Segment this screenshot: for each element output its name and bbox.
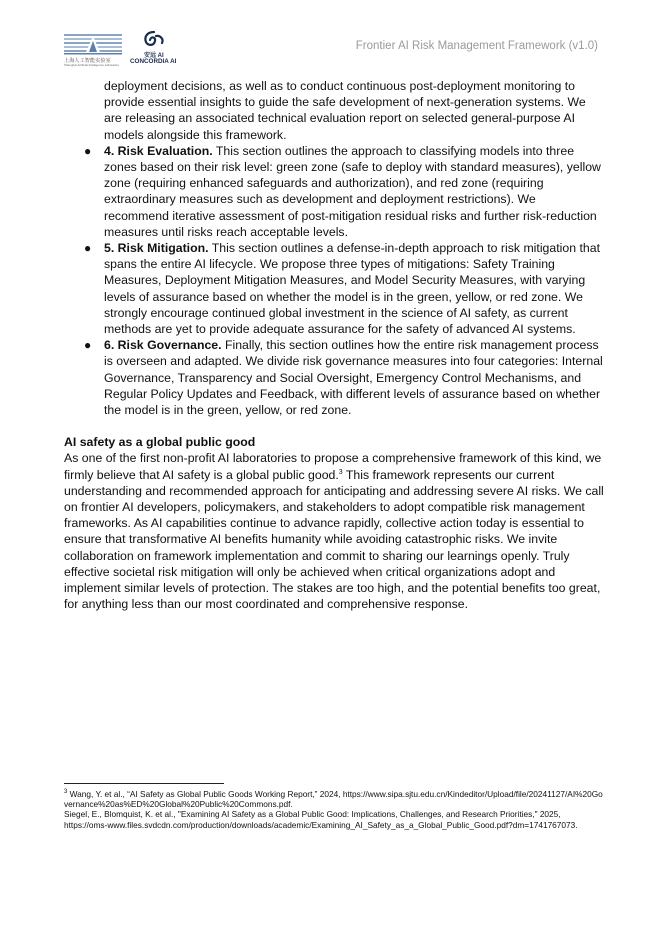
main-content — [64, 78, 604, 613]
item-title: 4. Risk Evaluation. — [104, 143, 213, 158]
bullet-icon: ● — [84, 338, 92, 353]
list-item-risk-mitigation — [64, 240, 604, 337]
footnote-3-line-1 — [64, 789, 604, 809]
footnote-3-line-3[interactable]: https://oms-www.files.svdcdn.com/production/downloads/academic/Examining_AI_Safety_as_a_Global_Public_Good.pdf?dm=1741767073. — [64, 819, 578, 830]
shanghai-ai-lab-logo-icon — [64, 32, 122, 56]
item-text: This section outlines the approach to classifying models into three zones based on their risk level: green zone (safe to deploy with standard measures), yellow zone (requiring enhanced safeguards and authorization), and red zone (requiring extraordinary measures such as development and deployment restrictions). We recommend iterative assessment of post-mitigation residual risks and further risk-reduction measures until risks reach acceptable levels. — [104, 143, 601, 239]
footnote-citation-1[interactable]: Wang, Y. et al., “AI Safety as Global Public Goods Working Report,” 2024, https://www.sipa.sjtu.edu.cn/Kindeditor/Upload/file/20241127/AI%20Governance%20as%ED%20Global%20Public%20Commons.pdf. — [64, 789, 603, 810]
concordia-logo-cn-text: 安远 AI — [144, 53, 164, 59]
concordia-logo-en-text: CONCORDIA AI — [130, 58, 177, 65]
section-heading: AI safety as a global public good — [64, 435, 256, 450]
paragraph-text-end: This framework represents our current understanding and recommended approach for anticipating and addressing severe AI risks. We call on frontier AI developers, policymakers, and stakeholders to adopt compatible risk management frameworks. As AI capabilities continue to advance rapidly, collective action today is essential to ensure that transformative AI benefits humanity while avoiding catastrophic risks. We invite collaboration on framework implementation and commit to sharing our learnings openly. Truly effective societal risk mitigation will only be achieved when critical organizations adopt and implement similar levels of protection. The stakes are too high, and the potential benefits too great, for anything less than our most coordinated and comprehensive response. — [64, 467, 604, 612]
item-text: This section outlines a defense-in-depth approach to risk mitigation that spans the entire AI lifecycle. We propose three types of mitigations: Safety Training Measures, Deployment Mitigation Measures, and Model Security Measures, with varying levels of assurance based on whether the model is in the green, yellow, or red zone. We strongly encourage continued global investment in the science of AI safety, as current methods are yet to provide adequate assurance for the safety of advanced AI systems. — [104, 241, 600, 337]
concordia-swirl-icon — [142, 30, 166, 48]
paragraph-text-start: As one of the first non-profit AI laboratories to propose a comprehensive framework of this kind, we firmly believe that AI safety is a global public good. — [64, 451, 602, 482]
footnote-3-line-2: Siegel, E., Blomquist, K. et al., "Examining AI Safety as a Global Public Good: Implications, Challenges, and Research Priorities," 2025, — [64, 809, 561, 820]
section-paragraph — [64, 450, 604, 612]
list-item-risk-governance — [64, 337, 604, 418]
footnote-divider — [64, 783, 224, 784]
footnote-reference[interactable]: 3 — [338, 468, 343, 476]
bullet-icon: ● — [84, 143, 92, 158]
bullet-icon: ● — [84, 241, 92, 256]
page-header — [0, 26, 663, 70]
concordia-ai-logo — [130, 30, 180, 70]
framework-sections-list — [64, 143, 604, 418]
shanghai-logo-cn-text: 上海人工智能实验室 — [64, 58, 111, 64]
item-title: 6. Risk Governance. — [104, 338, 222, 353]
list-item-risk-evaluation — [64, 143, 604, 240]
item-title: 5. Risk Mitigation. — [104, 241, 209, 256]
document-title: Frontier AI Risk Management Framework (v1.0) — [355, 40, 598, 52]
intro-continuation: deployment decisions, as well as to conduct continuous post-deployment monitoring to provide essential insights to guide the safe development of next-generation systems. We are releasing an associated technical evaluation report on selected general-purpose AI models alongside this framework. — [104, 79, 586, 142]
shanghai-ai-lab-logo — [64, 32, 122, 68]
item-text: Finally, this section outlines how the entire risk management process is overseen and adapted. We divide risk governance measures into four categories: Internal Governance, Transparency and Social Oversight, Emergency Control Mechanisms, and Regular Policy Updates and Feedback, with different levels of assurance based on whether the model is in the green, yellow, or red zone. — [104, 338, 603, 418]
shanghai-logo-en-text: Shanghai Artificial Intelligence Laboratory — [64, 63, 120, 67]
footnotes — [64, 789, 604, 830]
footnote-number: 3 — [64, 789, 68, 796]
